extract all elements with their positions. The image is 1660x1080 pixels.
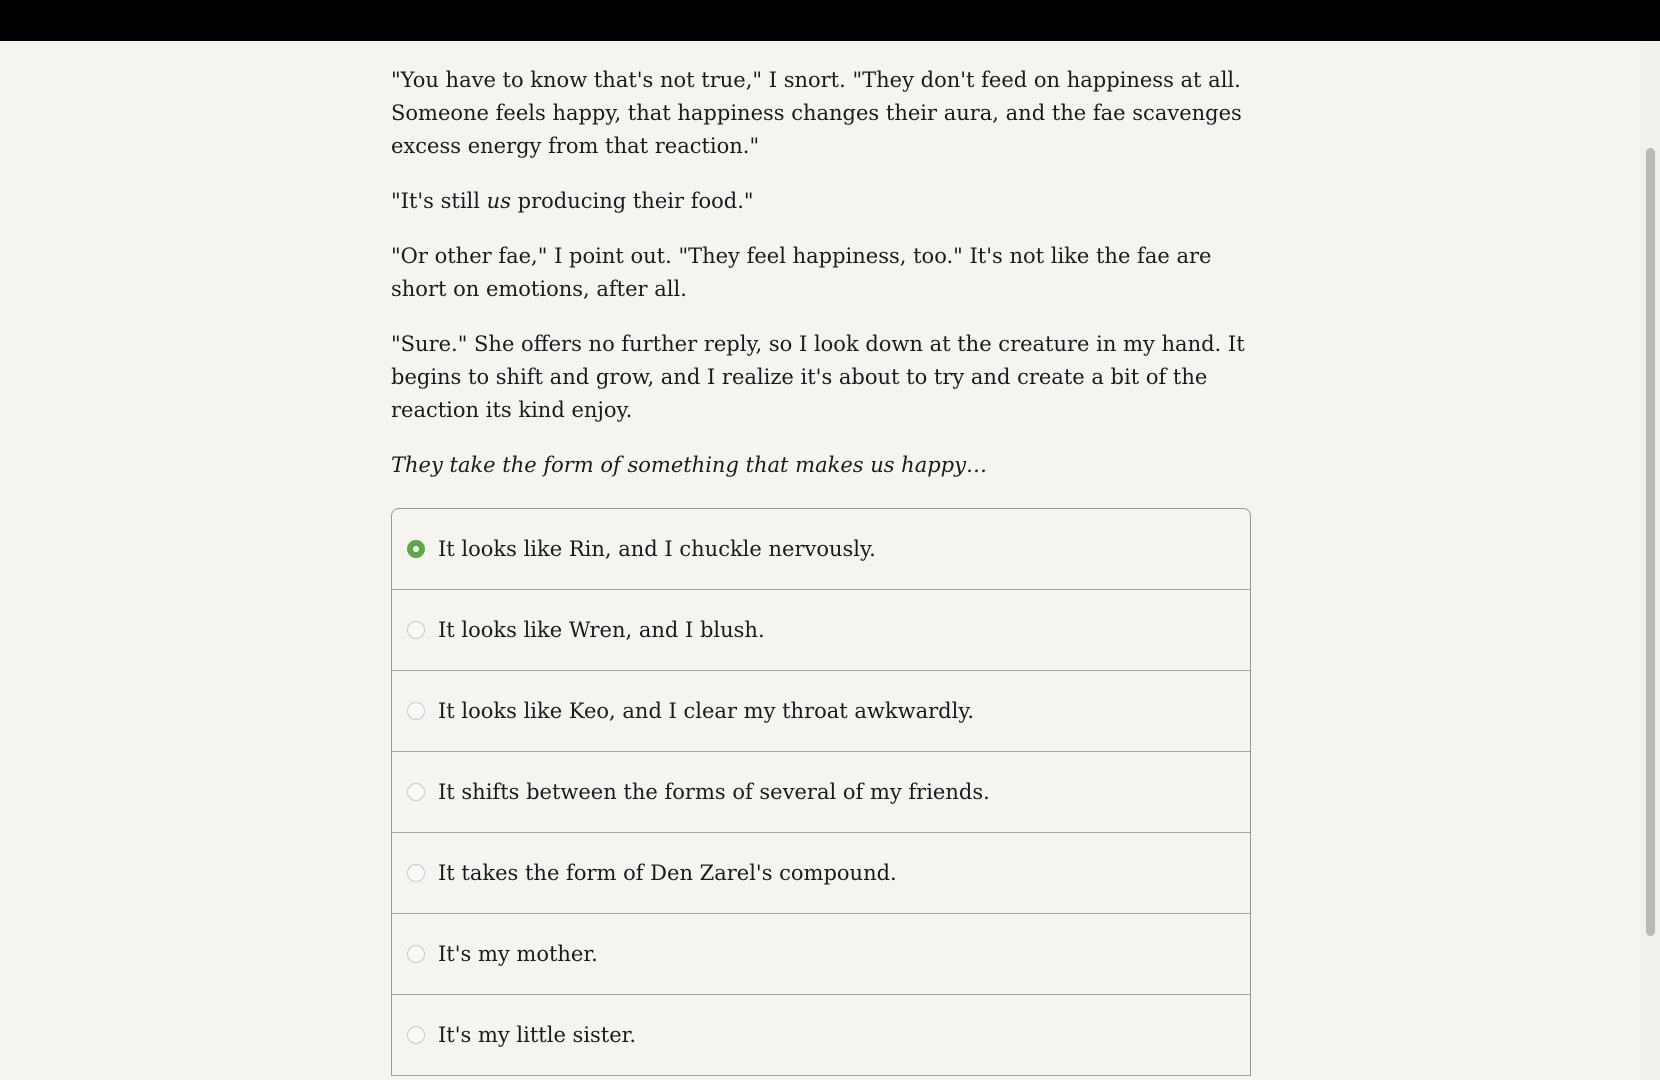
story-content [391,64,1251,1076]
choice-label: It looks like Keo, and I clear my throat awkwardly. [438,699,975,723]
choice-label: It looks like Rin, and I chuckle nervously. [438,537,876,561]
choice-label: It takes the form of Den Zarel's compound. [438,861,897,885]
choice-list [391,508,1251,1076]
choice-label: It shifts between the forms of several of my friends. [438,780,990,804]
choice-option[interactable] [392,509,1250,590]
paragraph-2-text-after: producing their food." [510,189,754,213]
emphasized-word: us [486,189,511,213]
choice-label: It's my mother. [438,942,598,966]
story-paragraph-4: "Sure." She offers no further reply, so I look down at the creature in my hand. It begins to shift and grow, and I realize it's about to try and create a bit of the reaction its kind enjoy. [391,332,1245,422]
paragraph-2-text-before: "It's still [391,189,487,213]
radio-unselected-icon[interactable] [407,1026,425,1044]
radio-unselected-icon[interactable] [407,783,425,801]
story-paragraph-2 [391,185,1251,218]
choice-option[interactable] [392,914,1250,995]
radio-unselected-icon[interactable] [407,702,425,720]
scrollbar-thumb[interactable] [1646,148,1655,936]
choice-label: It's my little sister. [438,1023,637,1047]
radio-unselected-icon[interactable] [407,621,425,639]
choice-option[interactable] [392,671,1250,752]
choice-option[interactable] [392,590,1250,671]
radio-selected-icon[interactable] [407,540,425,558]
radio-unselected-icon[interactable] [407,945,425,963]
choice-option[interactable] [392,833,1250,914]
top-bar [0,0,1660,41]
choice-option[interactable] [392,995,1250,1076]
choice-option[interactable] [392,752,1250,833]
choice-label: It looks like Wren, and I blush. [438,618,765,642]
story-prompt: They take the form of something that makes us happy… [391,453,987,477]
radio-unselected-icon[interactable] [407,864,425,882]
story-paragraph-1: "You have to know that's not true," I snort. "They don't feed on happiness at all. Someone feels happy, that happiness changes their aura, and the fae scavenges excess energy from that reaction." [391,68,1242,158]
story-paragraph-3: "Or other fae," I point out. "They feel happiness, too." It's not like the fae are short on emotions, after all. [391,244,1212,301]
